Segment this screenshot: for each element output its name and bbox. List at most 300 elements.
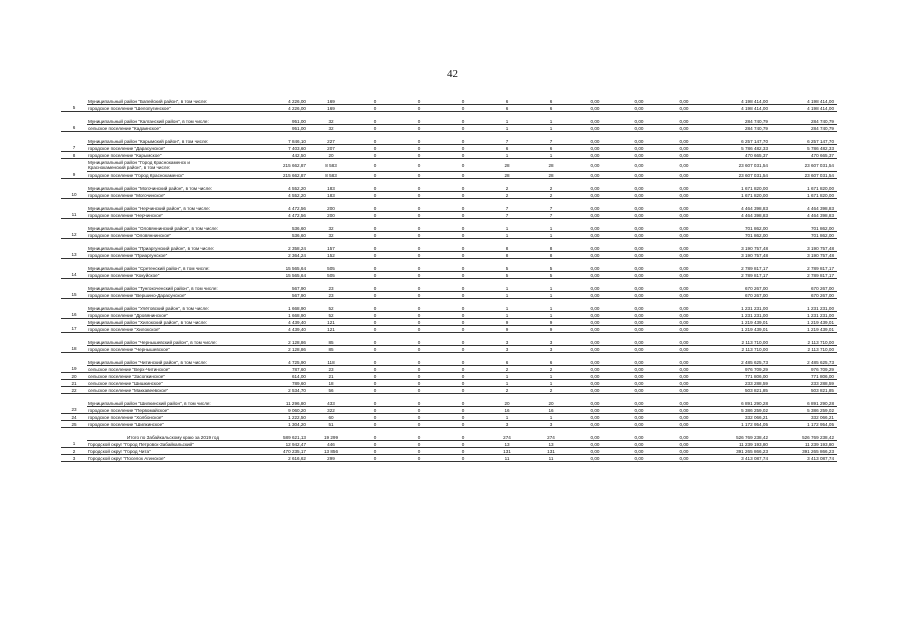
cell-c8: 0,00 [573,245,617,252]
cell-c7: 1 [529,380,573,387]
cell-c6: 6 [485,105,529,112]
cell-c10: 0,00 [661,118,707,125]
cell-c2: 13 856 [309,448,353,455]
cell-c7: 1 [529,285,573,292]
settlement-row [61,380,837,387]
cell-c6: 28 [485,172,529,179]
cell-c8: 0,00 [573,305,617,312]
cell-c5: 0 [441,98,485,105]
cell-c6: 1 [485,312,529,319]
cell-c10: 0,00 [661,414,707,421]
cell-c12: 5 786 482,33 [771,145,837,152]
cell-c11: 4 464 398,83 [707,205,771,212]
cell-c8: 0,00 [573,421,617,428]
cell-c7: 1 [529,292,573,299]
row-name: городское поселение "Нерчинское" [87,212,259,219]
cell-c6: 9 [485,319,529,326]
cell-c3: 0 [353,407,397,414]
cell-c10: 0,00 [661,441,707,448]
cell-c7: 6 [529,359,573,366]
cell-c10: 0,00 [661,346,707,353]
cell-c6: 7 [485,138,529,145]
cell-c2: 32 [309,118,353,125]
cell-c7: 8 [529,245,573,252]
cell-c7: 1 [529,414,573,421]
cell-c11: 1 219 439,01 [707,326,771,333]
cell-c2: 23 [309,285,353,292]
cell-c6: 28 [485,159,529,172]
cell-c8: 0,00 [573,407,617,414]
cell-c11: 670 267,00 [707,292,771,299]
cell-c2: 505 [309,272,353,279]
cell-c5: 0 [441,346,485,353]
cell-c11: 1 219 439,01 [707,319,771,326]
cell-c6: 3 [485,346,529,353]
cell-c12: 470 665,37 [771,152,837,159]
row-name: Муниципальный район "Калганский район", в том числе: [87,118,259,125]
cell-c12: 5 386 259,02 [771,407,837,414]
cell-c1: 2 616,62 [259,455,309,462]
settlement-row [61,366,837,373]
settlement-row [61,232,837,239]
cell-c7: 2 [529,387,573,394]
cell-c3: 0 [353,319,397,326]
settlement-row [61,272,837,279]
row-number [61,319,87,326]
cell-c1: 951,00 [259,125,309,132]
row-name: Муниципальный район "Карымский район", в том числе: [87,138,259,145]
cell-c5: 0 [441,225,485,232]
cell-c1: 614,00 [259,373,309,380]
cell-c10: 0,00 [661,192,707,199]
row-number: 6 [61,125,87,132]
cell-c6: 5 [485,272,529,279]
cell-c5: 0 [441,125,485,132]
cell-c9: 0,00 [617,138,661,145]
cell-c6: 1 [485,380,529,387]
cell-c1: 4 552,20 [259,185,309,192]
cell-c1: 2 358,24 [259,245,309,252]
cell-c11: 23 607 031,54 [707,172,771,179]
cell-c5: 0 [441,400,485,407]
row-name: Муниципальный район "Чернышевский район", в том числе: [87,339,259,346]
cell-c8: 0,00 [573,366,617,373]
cell-c4: 0 [397,172,441,179]
cell-c2: 121 [309,319,353,326]
cell-c4: 0 [397,292,441,299]
cell-c12: 4 198 414,00 [771,105,837,112]
cell-c11: 5 786 482,33 [707,145,771,152]
cell-c10: 0,00 [661,225,707,232]
cell-c10: 0,00 [661,319,707,326]
cell-c3: 0 [353,98,397,105]
cell-c10: 0,00 [661,407,707,414]
cell-c2: 433 [309,400,353,407]
cell-c9: 0,00 [617,159,661,172]
cell-c2: 207 [309,145,353,152]
cell-c10: 0,00 [661,448,707,455]
cell-c6: 16 [485,407,529,414]
cell-c11: 284 740,79 [707,118,771,125]
cell-c6: 6 [485,98,529,105]
row-number: 25 [61,421,87,428]
cell-c5: 0 [441,172,485,179]
row-name: городское поселение "Чернышевское" [87,346,259,353]
cell-c5: 0 [441,339,485,346]
cell-c3: 0 [353,380,397,387]
row-number: 16 [61,312,87,319]
cell-c9: 0,00 [617,285,661,292]
cell-c4: 0 [397,305,441,312]
cell-c10: 0,00 [661,380,707,387]
row-name: Муниципальный район "Тунгокоченский район", в том числе: [87,285,259,292]
cell-c5: 0 [441,272,485,279]
cell-c9: 0,00 [617,434,661,441]
cell-c4: 0 [397,252,441,259]
cell-c6: 1 [485,225,529,232]
cell-c3: 0 [353,387,397,394]
cell-c11: 976 709,29 [707,366,771,373]
cell-c8: 0,00 [573,414,617,421]
cell-c1: 15 565,64 [259,265,309,272]
cell-c4: 0 [397,192,441,199]
cell-c10: 0,00 [661,252,707,259]
cell-c1: 215 662,87 [259,159,309,172]
cell-c8: 0,00 [573,400,617,407]
cell-c1: 470 235,17 [259,448,309,455]
cell-c8: 0,00 [573,339,617,346]
cell-c12: 2 485 625,73 [771,359,837,366]
cell-c4: 0 [397,159,441,172]
district-row [61,159,837,172]
cell-c7: 16 [529,407,573,414]
row-number: 23 [61,407,87,414]
cell-c3: 0 [353,285,397,292]
cell-c5: 0 [441,305,485,312]
cell-c12: 670 267,00 [771,285,837,292]
row-name: городское поселение "Могочинское" [87,192,259,199]
cell-c1: 15 565,64 [259,272,309,279]
cell-c4: 0 [397,455,441,462]
settlement-row [61,346,837,353]
row-number: 22 [61,387,87,394]
cell-c10: 0,00 [661,152,707,159]
cell-c2: 60 [309,414,353,421]
cell-c6: 2 [485,192,529,199]
cell-c2: 18 [309,380,353,387]
row-number: 13 [61,252,87,259]
cell-c2: 169 [309,98,353,105]
cell-c9: 0,00 [617,125,661,132]
cell-c11: 701 862,00 [707,225,771,232]
settlement-row [61,252,837,259]
cell-c3: 0 [353,292,397,299]
cell-c12: 23 607 031,54 [771,172,837,179]
cell-c2: 118 [309,359,353,366]
cell-c4: 0 [397,205,441,212]
cell-c6: 8 [485,245,529,252]
cell-c1: 536,60 [259,225,309,232]
cell-c11: 4 464 398,83 [707,212,771,219]
cell-c9: 0,00 [617,366,661,373]
cell-c10: 0,00 [661,159,707,172]
cell-c4: 0 [397,441,441,448]
cell-c8: 0,00 [573,272,617,279]
cell-c2: 23 [309,292,353,299]
cell-c5: 0 [441,455,485,462]
cell-c11: 2 789 817,17 [707,265,771,272]
cell-c3: 0 [353,305,397,312]
cell-c6: 1 [485,292,529,299]
cell-c3: 0 [353,455,397,462]
settlement-row [61,312,837,319]
cell-c3: 0 [353,138,397,145]
cell-c9: 0,00 [617,185,661,192]
settlement-row [61,145,837,152]
cell-c3: 0 [353,346,397,353]
cell-c5: 0 [441,245,485,252]
cell-c12: 771 806,00 [771,373,837,380]
cell-c7: 6 [529,145,573,152]
cell-c9: 0,00 [617,319,661,326]
cell-c4: 0 [397,421,441,428]
cell-c12: 1 219 439,01 [771,326,837,333]
cell-c11: 284 740,79 [707,125,771,132]
cell-c4: 0 [397,138,441,145]
cell-c9: 0,00 [617,359,661,366]
cell-c5: 0 [441,285,485,292]
cell-c11: 3 190 757,48 [707,245,771,252]
cell-c7: 3 [529,421,573,428]
cell-c12: 2 113 710,00 [771,346,837,353]
cell-c1: 1 668,90 [259,305,309,312]
cell-c10: 0,00 [661,98,707,105]
cell-c3: 0 [353,421,397,428]
cell-c5: 0 [441,159,485,172]
cell-c5: 0 [441,152,485,159]
cell-c8: 0,00 [573,252,617,259]
row-name: сельское поселение "Верх-Читинское" [87,366,259,373]
cell-c12: 3 190 757,48 [771,245,837,252]
cell-c4: 0 [397,319,441,326]
cell-c9: 0,00 [617,145,661,152]
cell-c4: 0 [397,387,441,394]
cell-c4: 0 [397,265,441,272]
row-name: сельское поселение "Шишкинское" [87,380,259,387]
row-number: 11 [61,212,87,219]
cell-c2: 200 [309,212,353,219]
cell-c2: 21 [309,373,353,380]
cell-c11: 2 113 710,00 [707,339,771,346]
cell-c1: 7 846,10 [259,138,309,145]
cell-c2: 32 [309,232,353,239]
cell-c4: 0 [397,366,441,373]
cell-c10: 0,00 [661,145,707,152]
cell-c6: 1 [485,152,529,159]
cell-c10: 0,00 [661,212,707,219]
cell-c9: 0,00 [617,212,661,219]
cell-c10: 0,00 [661,125,707,132]
cell-c8: 0,00 [573,448,617,455]
row-name: городское поселение "Шелопугинское" [87,105,259,112]
row-name: Муниципальный район "Сретенский район", в том числе: [87,265,259,272]
cell-c12: 526 769 238,42 [771,434,837,441]
cell-c6: 1 [485,414,529,421]
cell-c11: 6 891 290,28 [707,400,771,407]
row-name: Городской округ "Поселок Агинское" [87,455,259,462]
cell-c2: 152 [309,252,353,259]
cell-c2: 169 [309,105,353,112]
cell-c5: 0 [441,326,485,333]
cell-c9: 0,00 [617,407,661,414]
cell-c2: 505 [309,265,353,272]
cell-c4: 0 [397,326,441,333]
cell-c12: 4 464 398,83 [771,212,837,219]
cell-c12: 1 671 820,00 [771,185,837,192]
cell-c5: 0 [441,265,485,272]
cell-c8: 0,00 [573,326,617,333]
cell-c10: 0,00 [661,292,707,299]
row-name: Муниципальный район "Могочинский район", в том числе: [87,185,259,192]
settlement-row [61,105,837,112]
cell-c3: 0 [353,192,397,199]
cell-c12: 1 219 439,01 [771,319,837,326]
cell-c12: 23 607 031,54 [771,159,837,172]
cell-c8: 0,00 [573,152,617,159]
cell-c6: 6 [485,145,529,152]
row-name: Муниципальный район "Нерчинский район", в том числе: [87,205,259,212]
cell-c5: 0 [441,407,485,414]
cell-c11: 1 172 954,05 [707,421,771,428]
cell-c1: 11 296,80 [259,400,309,407]
cell-c9: 0,00 [617,98,661,105]
cell-c1: 2 128,86 [259,346,309,353]
cell-c4: 0 [397,448,441,455]
cell-c11: 23 607 031,54 [707,159,771,172]
cell-c11: 5 386 259,02 [707,407,771,414]
cell-c8: 0,00 [573,285,617,292]
cell-c1: 4 472,56 [259,205,309,212]
cell-c5: 0 [441,232,485,239]
settlement-row [61,448,837,455]
settlement-row [61,172,837,179]
cell-c12: 284 740,79 [771,118,837,125]
row-number: 8 [61,152,87,159]
cell-c3: 0 [353,118,397,125]
cell-c6: 8 [485,252,529,259]
cell-c9: 0,00 [617,400,661,407]
cell-c4: 0 [397,407,441,414]
cell-c9: 0,00 [617,192,661,199]
row-name: сельское поселение "Кадаинское" [87,125,259,132]
cell-c12: 233 288,59 [771,380,837,387]
cell-c11: 2 113 710,00 [707,346,771,353]
cell-c8: 0,00 [573,205,617,212]
cell-c12: 332 066,21 [771,414,837,421]
cell-c11: 1 671 820,00 [707,185,771,192]
cell-c7: 3 [529,339,573,346]
cell-c6: 131 [485,448,529,455]
cell-c2: 20 [309,152,353,159]
row-name: Муниципальный район "Оловяннинский район", в том числе: [87,225,259,232]
cell-c3: 0 [353,185,397,192]
cell-c12: 6 891 290,28 [771,400,837,407]
cell-c4: 0 [397,434,441,441]
cell-c7: 1 [529,152,573,159]
settlement-row [61,212,837,219]
cell-c7: 9 [529,319,573,326]
cell-c10: 0,00 [661,265,707,272]
row-name: Городской округ "Город Чита" [87,448,259,455]
cell-c6: 9 [485,326,529,333]
cell-c10: 0,00 [661,245,707,252]
cell-c1: 215 662,87 [259,172,309,179]
cell-c7: 6 [529,98,573,105]
cell-c1: 4 439,40 [259,319,309,326]
cell-c12: 3 190 757,48 [771,252,837,259]
cell-c8: 0,00 [573,265,617,272]
cell-c8: 0,00 [573,319,617,326]
cell-c12: 6 257 147,70 [771,138,837,145]
cell-c5: 0 [441,414,485,421]
cell-c5: 0 [441,319,485,326]
cell-c6: 2 [485,185,529,192]
cell-c9: 0,00 [617,305,661,312]
cell-c7: 1 [529,225,573,232]
cell-c8: 0,00 [573,98,617,105]
cell-c10: 0,00 [661,272,707,279]
cell-c7: 1 [529,232,573,239]
row-name: городское поселение "Шилкинское" [87,421,259,428]
row-name: городское поселение "Кокуйское" [87,272,259,279]
settlement-row [61,421,837,428]
cell-c7: 7 [529,212,573,219]
cell-c9: 0,00 [617,245,661,252]
cell-c3: 0 [353,265,397,272]
cell-c8: 0,00 [573,225,617,232]
cell-c4: 0 [397,125,441,132]
cell-c1: 567,90 [259,285,309,292]
cell-c7: 3 [529,346,573,353]
cell-c9: 0,00 [617,387,661,394]
cell-c11: 1 231 231,00 [707,312,771,319]
cell-c7: 6 [529,105,573,112]
cell-c5: 0 [441,366,485,373]
cell-c4: 0 [397,312,441,319]
cell-c4: 0 [397,212,441,219]
row-name: Муниципальный район "Шилкинский район", в том числе: [87,400,259,407]
cell-c7: 7 [529,205,573,212]
cell-c10: 0,00 [661,387,707,394]
cell-c1: 4 472,56 [259,212,309,219]
cell-c7: 1 [529,312,573,319]
row-name: городское поселение "Вершино-Дарасунское" [87,292,259,299]
cell-c10: 0,00 [661,400,707,407]
cell-c8: 0,00 [573,434,617,441]
cell-c7: 131 [529,448,573,455]
cell-c11: 4 198 414,00 [707,98,771,105]
cell-c11: 332 066,21 [707,414,771,421]
cell-c5: 0 [441,292,485,299]
cell-c12: 976 709,29 [771,366,837,373]
cell-c2: 121 [309,326,353,333]
cell-c2: 8 583 [309,159,353,172]
cell-c6: 6 [485,359,529,366]
cell-c10: 0,00 [661,434,707,441]
cell-c8: 0,00 [573,125,617,132]
cell-c11: 391 265 866,23 [707,448,771,455]
cell-c1: 567,90 [259,292,309,299]
